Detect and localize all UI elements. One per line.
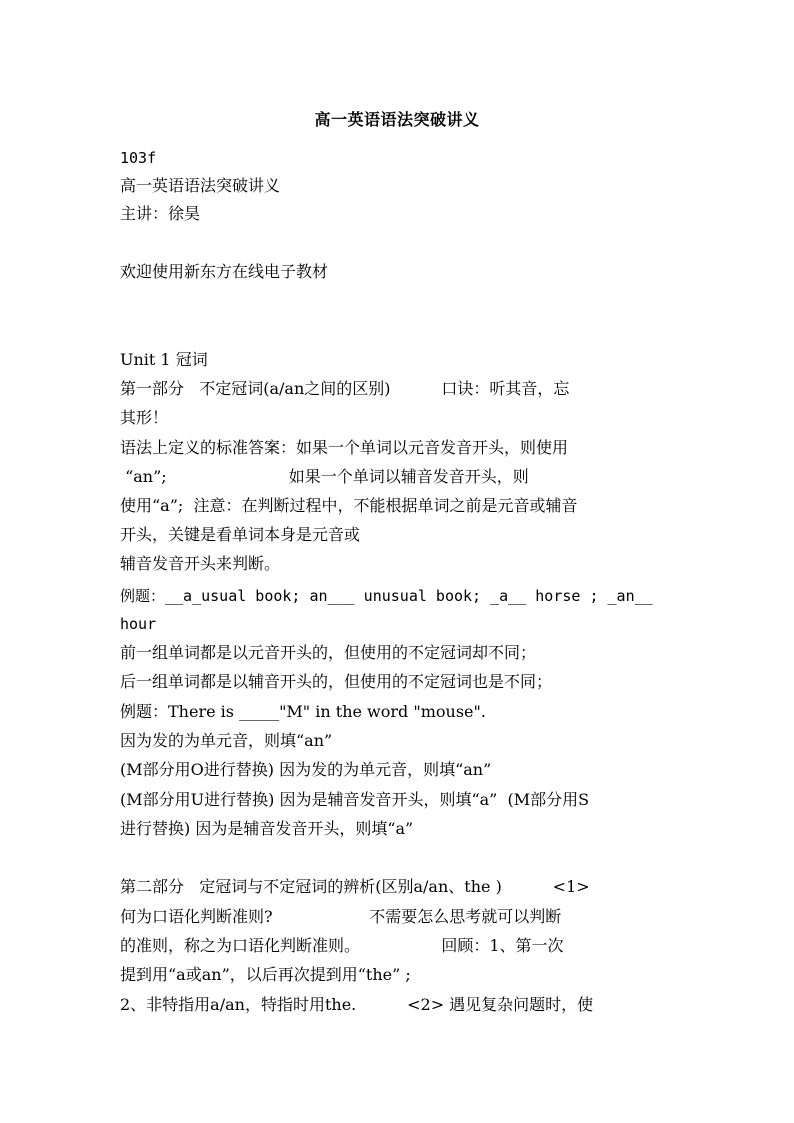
paragraph-line: 进行替换) 因为是辅音发音开头，则填“a” <box>120 819 414 838</box>
paragraph-line: 语法上定义的标准答案：如果一个单词以元音发音开头，则使用 <box>120 438 569 457</box>
paragraph-line: 使用“a”; 注意：在判断过程中，不能根据单词之前是元音或辅音 <box>120 496 578 515</box>
paragraph-line: 辅音发音开头来判断。 <box>120 554 281 573</box>
paragraph-line: 提到用“a或an”，以后再次提到用“the” ; <box>120 965 411 984</box>
doc-subtitle: 高一英语语法突破讲义 <box>120 176 281 195</box>
paragraph-line: 2、非特指用a/an，特指时用the. <2> 遇见复杂问题时，使 <box>120 995 594 1014</box>
example-line: 例题：There is _____"M" in the word "mouse". <box>120 702 486 721</box>
paragraph-line: 后一组单词都是以辅音开头的，但使用的不定冠词也是不同； <box>120 672 553 691</box>
doc-welcome: 欢迎使用新东方在线电子教材 <box>120 262 329 281</box>
paragraph-line: (M部分用O进行替换) 因为发的为单元音，则填“an” <box>120 760 492 779</box>
paragraph-line: 其形！ <box>120 408 169 427</box>
paragraph-line: 前一组单词都是以元音开头的，但使用的不定冠词却不同； <box>120 643 537 662</box>
doc-code: 103f <box>120 149 157 167</box>
example-line: hour <box>120 615 157 633</box>
paragraph-line: 第一部分 不定冠词(a/an之间的区别) 口诀：听其音，忘 <box>120 379 570 398</box>
example-line: 例题：__a_usual book; an___ unusual book; _a__ horse ; _an__ <box>120 587 653 605</box>
paragraph-line: (M部分用U进行替换) 因为是辅音发音开头，则填“a” (M部分用S <box>120 790 590 809</box>
doc-lecturer: 主讲：徐昊 <box>120 204 201 223</box>
document-title: 高一英语语法突破讲义 <box>314 110 480 129</box>
paragraph-line: 何为口语化判断准则? 不需要怎么思考就可以判断 <box>120 907 562 926</box>
section-heading: 第二部分 定冠词与不定冠词的辨析(区别a/an、the ) <1> <box>120 877 590 896</box>
paragraph-line: 的准则，称之为口语化判断准则。 回顾：1、第一次 <box>120 936 564 955</box>
paragraph-line: 开头，关键是看单词本身是元音或 <box>120 525 361 544</box>
paragraph-line: 因为发的为单元音，则填“an” <box>120 731 333 750</box>
unit-heading: Unit 1 冠词 <box>120 350 208 369</box>
paragraph-line: “an”; 如果一个单词以辅音发音开头，则 <box>120 467 529 486</box>
